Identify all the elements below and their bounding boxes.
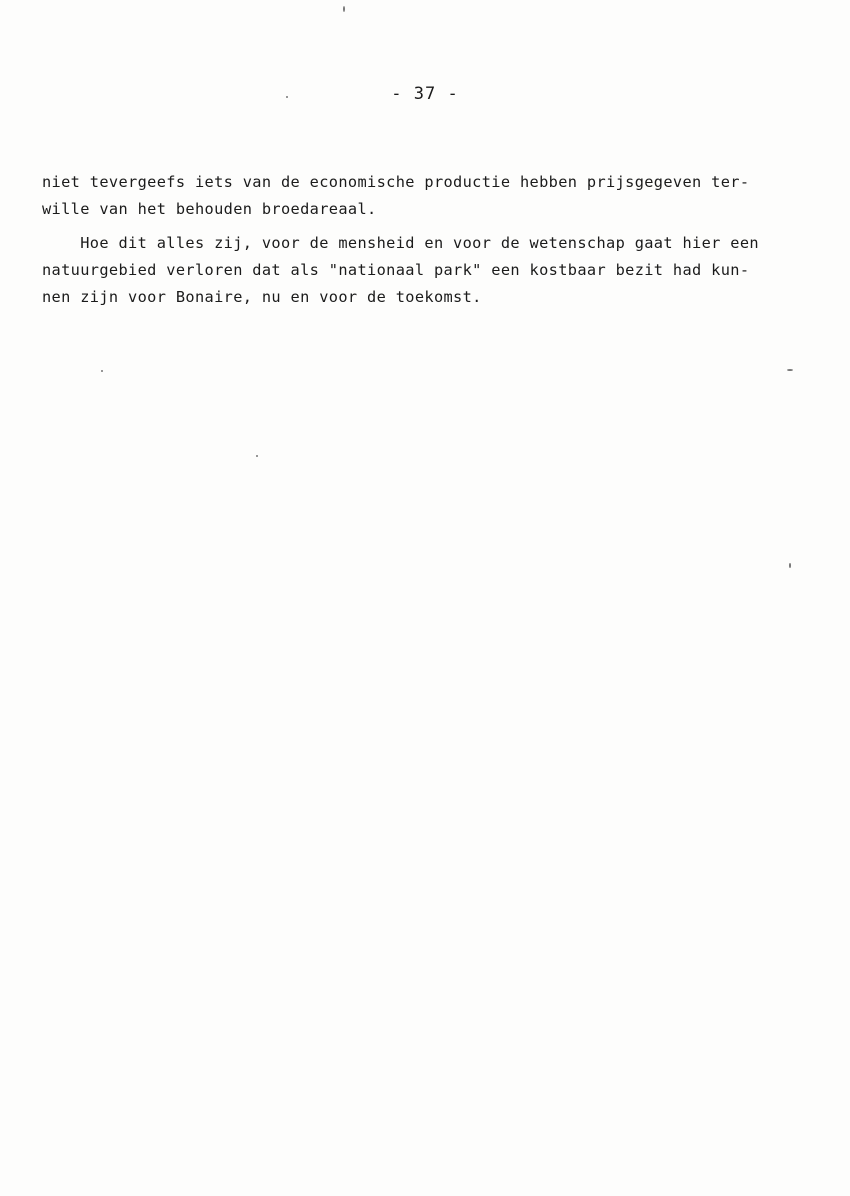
paragraph-line: wille van het behouden broedareaal. <box>42 200 377 218</box>
scan-speck <box>256 455 258 457</box>
scan-speck <box>343 6 345 12</box>
page-number: - 37 - <box>391 84 459 104</box>
scan-speck <box>286 96 288 98</box>
paragraph-line: nen zijn voor Bonaire, nu en voor de toekomst. <box>42 288 482 306</box>
scan-speck <box>101 370 103 372</box>
scan-speck <box>787 369 793 371</box>
paragraph-line: Hoe dit alles zij, voor de mensheid en voor de wetenschap gaat hier een <box>42 234 759 252</box>
paragraph-line: natuurgebied verloren dat als "nationaal park" een kostbaar bezit had kun- <box>42 261 750 279</box>
scan-speck <box>789 563 791 568</box>
paragraph-line: niet tevergeefs iets van de economische productie hebben prijsgegeven ter- <box>42 173 750 191</box>
